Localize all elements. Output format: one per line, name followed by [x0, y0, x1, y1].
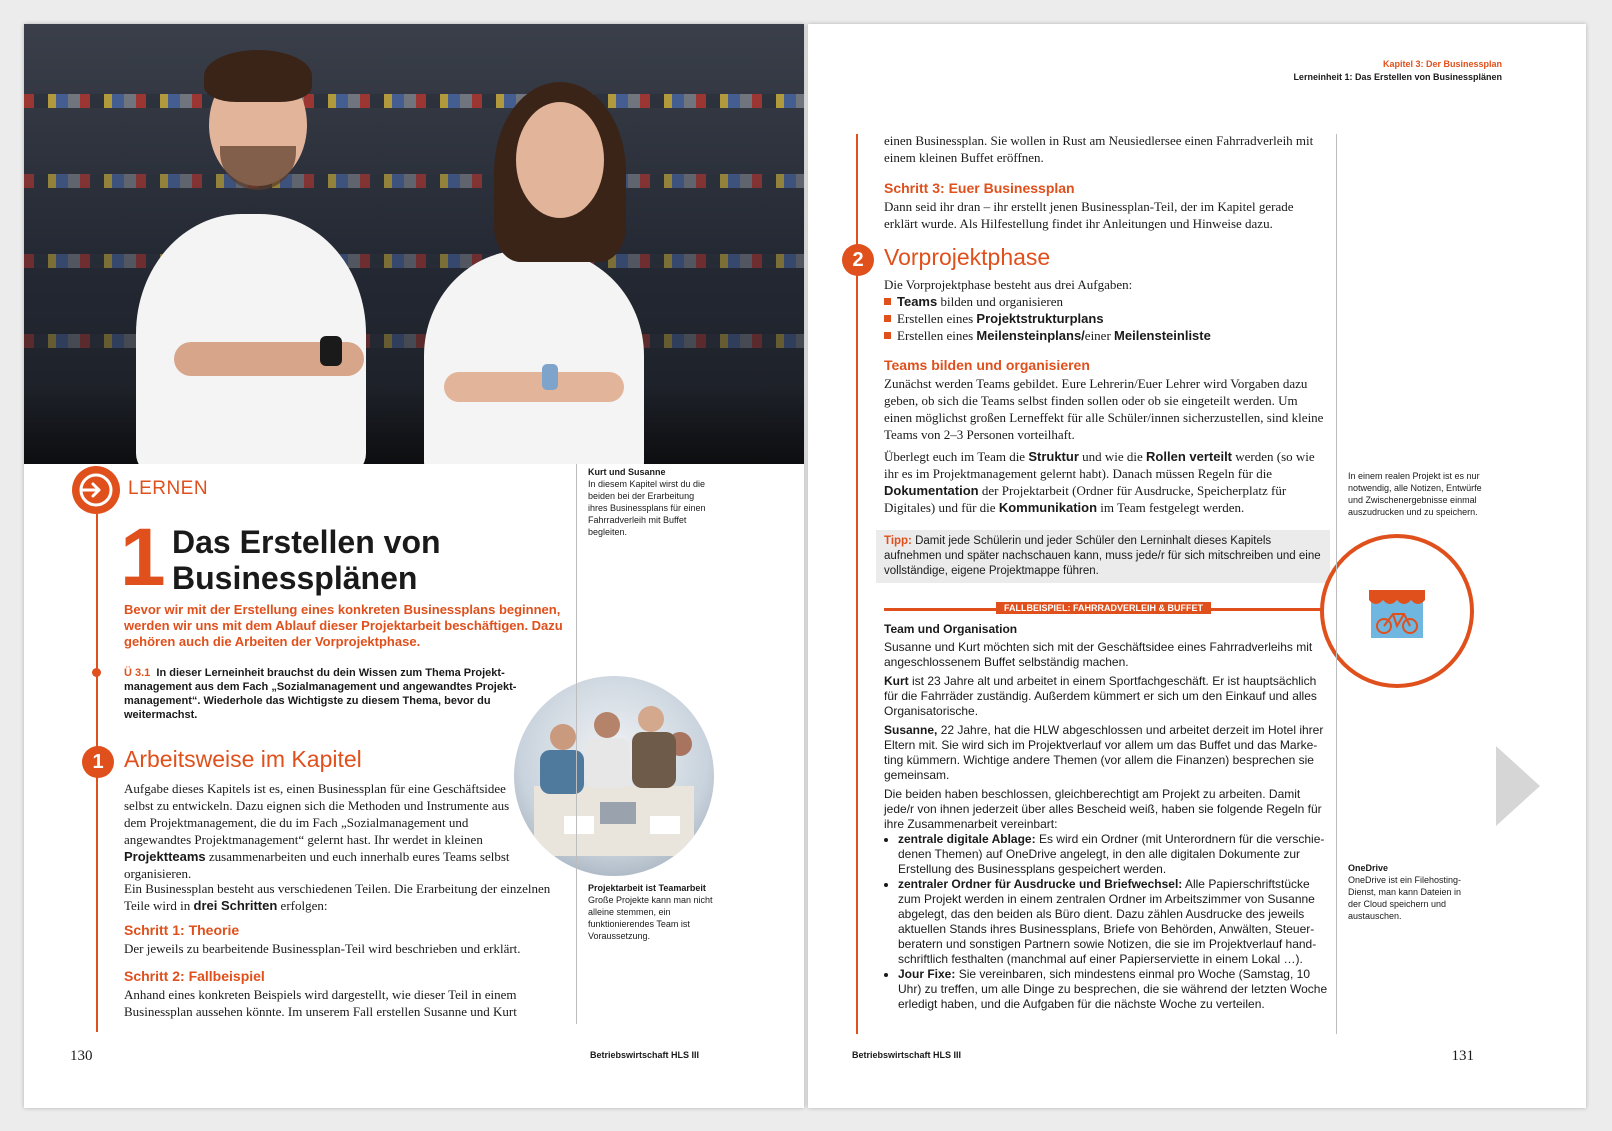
vorprojekt-task-list: [884, 293, 1329, 344]
teams-title: Teams bilden und organisieren: [884, 357, 1090, 373]
case-content: Susanne und Kurt möchten sich mit der Geschäftsidee eines Fahrradverleihs mit angeschlossenem Buffet selbständig machen. Kurt ist 23 Jahre alt und arbeitet in einem Sportfachgeschäft. Er ist hauptsächlich für die Fahrräder zuständig. Außerdem kümmert er sich um den Einkauf und alles Organisatorische. Susanne, 22 Jahre, hat die HLW abgeschlossen und arbeitet derzeit im Hotel ihrer Eltern mit. Sie wird sich im Projektverlauf vor allem um das Buffet und das Marketing kümmern. Wichtige andere Themen (vor allem die Finanzen) besprechen sie gemeinsam. Die beiden haben beschlossen, gleichberechtigt am Projekt zu arbeiten. Damit jede/r von ihnen jederzeit über alles Bescheid weiß, haben sie folgende Regeln für ihre Zusammenarbeit vereinbart: • zentrale digitale Ablage: Es wird ein Ordner (mit Unterordnern für die verschiedenen Themen) auf OneDrive angelegt, in den alle digitalen Dokumente zur Erstellung des Businessplans gespeichert werden. • zentraler Ordner für Ausdrucke und Briefwechsel: Alle Papierschriftstücke zum Projekt werden in einem zentralen Ordner im Arbeitszimmer von Susanne abgelegt, das den beiden als Büro dient. Dazu zählen Ausdrucke des jeweils aktuellen Stands ihres Businessplans, Briefe von Behörden, Anwälten, Steuerberatern und sonstigen Partnern sowie Notizen, die sie im Projektverlauf handschriftlich festhalten (manchmal auf einer Papierserviette in einem Lokal …). • Jour Fixe: Sie vereinbaren, sich mindestens einmal pro Woche (Samstag, 10 Uhr) zu treffen, um alle Dinge zu besprechen, die sie während der letzten Woche erledigt haben, und die Aufgaben für die nächste Woche zu verteilen.: [884, 640, 1332, 1012]
step1-title: Schritt 1: Theorie: [124, 922, 240, 938]
sidenote-ausdrucke: In einem realen Projekt ist es nur notwendig, alle Notizen, Entwürfe und Zwischenergebnisse einmal auszudrucken und zu speichern.: [1348, 471, 1482, 517]
step1-text: Der jeweils zu bearbeitende Businessplan-Teil wird beschrieben und erklärt.: [124, 941, 521, 956]
teamwork-photo: [514, 676, 714, 876]
sidenote-onedrive: OneDrive OneDrive ist ein Filehosting-Dienst, man kann Dateien in der Cloud speichern und austauschen.: [1348, 863, 1462, 921]
page-number-right: 131: [1451, 1048, 1474, 1064]
vorprojekt-intro: Die Vorprojektphase besteht aus drei Aufgaben:: [884, 277, 1133, 292]
section2-title: Vorprojektphase: [884, 244, 1051, 270]
left-page: [24, 24, 804, 1108]
continued-text: einen Businessplan. Sie wollen in Rust am Neusiedlersee einen Fahrradverleih mit einem kleinen Buffet eröffnen.: [884, 133, 1314, 165]
bike-shop-icon: [1320, 534, 1474, 688]
case-title: Team und Organisation: [884, 622, 1018, 636]
right-page: [808, 24, 1586, 1108]
step3-text: Dann seid ihr dran – ihr erstellt jenen Businessplan-Teil, der im Kapitel gerade erklärt wurde. Als Hilfestellung findet ihr Anleitungen und Hinweise dazu.: [884, 199, 1294, 231]
lernen-arrow-icon: [72, 466, 120, 514]
header-unit: Lerneinheit 1: Das Erstellen von Businessplänen: [1293, 72, 1502, 82]
sidenote-teamarbeit: Projektarbeit ist Teamarbeit Große Projekte kann man nicht alleine stemmen, ein funktionierendes Team ist Voraussetzung.: [588, 883, 713, 941]
chapter-number: 1: [120, 512, 166, 603]
list-item: Erstellen eines Projektstrukturplans: [884, 310, 1329, 327]
section1-paragraph2: Ein Businessplan besteht aus verschiedenen Teilen. Die Erarbeitung der einzelnen Teile wird in drei Schritten erfolgen:: [124, 881, 551, 913]
list-item: • Jour Fixe: Sie vereinbaren, sich mindestens einmal pro Woche (Samstag, 10 Uhr) zu treffen, um alle Dinge zu besprechen, die sie während der letzten Woche erledigt haben, und die Aufgaben für die nächste Woche zu verteilen.: [898, 967, 1332, 1012]
list-item: Erstellen eines Meilensteinplans/einer Meilensteinliste: [884, 327, 1329, 344]
list-item: • zentrale digitale Ablage: Es wird ein Ordner (mit Unterordnern für die verschiedenen Themen) auf OneDrive angelegt, in den alle digitalen Dokumente zur Erstellung des Businessplans gespeichert werden.: [898, 832, 1332, 877]
header-chapter: Kapitel 3: Der Businessplan: [1382, 59, 1502, 69]
teams-paragraph1: Zunächst werden Teams gebildet. Eure Lehrerin/Euer Lehrer wird Vorgaben dazu geben, ob sich die Teams selbst finden sollen oder ob sie eingeteilt werden. Um einen möglichst großen Lerneffekt für alle Schüler/innen sicherzustellen, sind kleine Teams von 2–3 Personen vorteilhaft.: [884, 376, 1324, 442]
page-number-left: 130: [70, 1048, 93, 1064]
step2-text: Anhand eines konkreten Beispiels wird dargestellt, wie dieser Teil in einem Businessplan aussehen könnte. Im unserem Fall erstellen Susanne und Kurt: [124, 987, 517, 1019]
step2-title: Schritt 2: Fallbeispiel: [124, 968, 265, 984]
footer-left: Betriebswirtschaft HLS III: [590, 1050, 700, 1060]
step3-title: Schritt 3: Euer Businessplan: [884, 180, 1075, 196]
list-item: • zentraler Ordner für Ausdrucke und Briefwechsel: Alle Papierschriftstücke zum Projekt werden in einem zentralen Ordner im Arbeitszimmer von Susanne abgelegt, das den beiden als Büro dient. Dazu zählen Ausdrucke des jeweils aktuellen Stands ihres Businessplans, Briefe von Behörden, Anwälten, Steuerberatern und sonstigen Partnern sowie Notizen, die sie im Projektverlauf handschriftlich festhalten (manchmal auf einer Papierserviette in einem Lokal …).: [898, 877, 1332, 967]
hero-photo: [24, 24, 804, 464]
exercise-note: Ü 3.1 In dieser Lerneinheit brauchst du dein Wissen zum Thema Projektmanagement aus dem Fach „Sozialmanagement und angewandtes Projektmanagement“. Wiederhole das Wichtigste zu diesem Thema, bevor du weitermachst.: [124, 667, 517, 721]
next-page-arrow-icon[interactable]: [1496, 746, 1540, 826]
section2-number: 2: [842, 244, 874, 276]
section1-number: 1: [82, 746, 114, 778]
teams-paragraph2: Überlegt euch im Team die Struktur und wie die Rollen verteilt werden (so wie ihr es im Projektmanagement gelernt habt). Danach müssen Regeln für die Dokumentation der Projektarbeit (Ordner für Ausdrucke, Speicherplatz für Digitales) und für die Kommunikation im Team festgelegt werden.: [884, 449, 1315, 515]
case-banner: FALLBEISPIEL: FAHRRADVERLEIH & BUFFET: [996, 602, 1211, 614]
list-item: Teams bilden und organisieren: [884, 293, 1329, 310]
section1-paragraph1: Aufgabe dieses Kapitels ist es, einen Businessplan für eine Geschäftsidee selbst zu entwickeln. Dazu eignen sich die Methoden und Instrumente aus dem Projektmanagement, die du im Fach „Sozialmanagement und angewandtes Projektmanagement“ gelernt hast. Ihr werdet in kleinen Projektteams zusammenarbeiten und euch innerhalb eures Teams selbst organisieren.: [124, 781, 510, 881]
tip-box: Tipp: Damit jede Schülerin und jeder Schüler den Lerninhalt dieses Kapitels aufnehmen und später nachschauen kann, muss jede/r für sich mitschreiben und eine vollständige, eigene Projektmappe führen.: [876, 530, 1330, 583]
section1-title: Arbeitsweise im Kapitel: [124, 746, 362, 772]
lernen-label: LERNEN: [128, 478, 209, 499]
footer-right: Betriebswirtschaft HLS III: [852, 1050, 962, 1060]
rules-list: [884, 832, 1332, 1012]
chapter-intro: Bevor wir mit der Erstellung eines konkreten Businessplans beginnen, werden wir uns mit dem Ablauf dieser Projektarbeit beschäftigen. Dazu gehören auch die Arbeiten der Vorprojektphase.: [124, 602, 563, 649]
chapter-title-line2: Businessplänen: [172, 560, 418, 596]
sidenote-kurt-susanne: Kurt und Susanne In diesem Kapitel wirst du die beiden bei der Erarbeitung ihres Businessplans für einen Fahrradverleih mit Buffet begleiten.: [588, 467, 706, 537]
chapter-title-line1: Das Erstellen von: [172, 524, 441, 560]
